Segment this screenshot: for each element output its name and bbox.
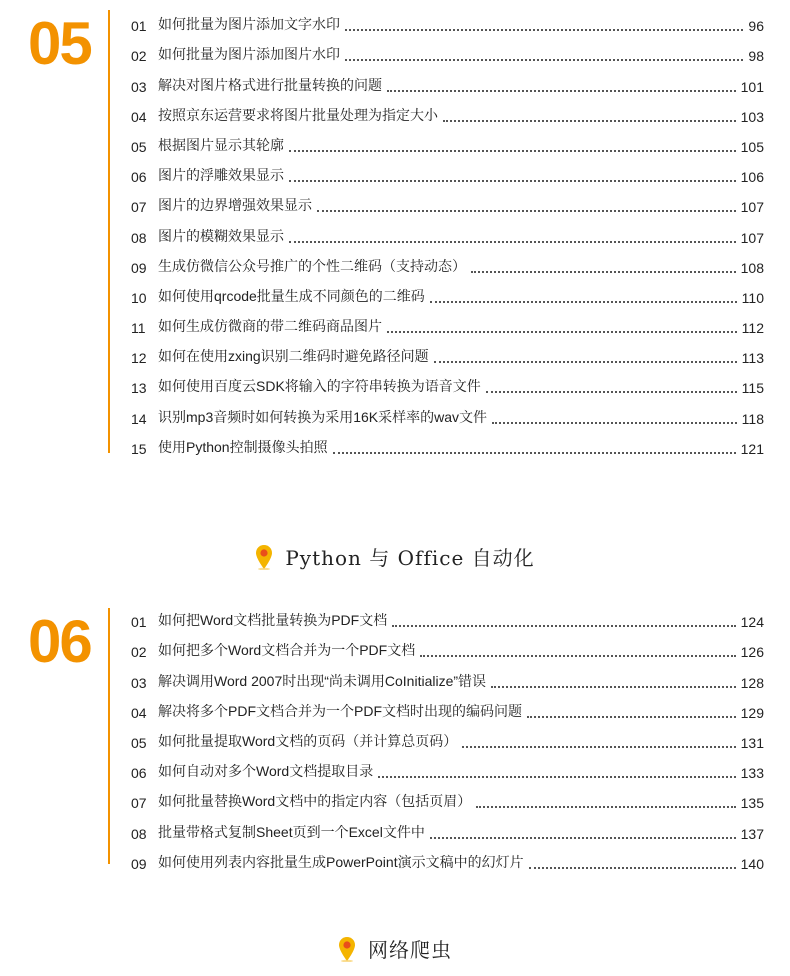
toc-entry-title: 图片的模糊效果显示 (158, 227, 284, 244)
dot-leader (471, 270, 736, 273)
toc-entry-number: 06 (131, 169, 147, 186)
toc-entry-title: 如何生成仿微商的带二维码商品图片 (158, 318, 382, 335)
toc-entry-page: 128 (740, 674, 764, 691)
toc-entry[interactable] (131, 64, 764, 94)
toc-entry-page: 133 (740, 765, 764, 782)
section-heading-crawler (0, 934, 790, 963)
toc-entry[interactable] (131, 600, 764, 630)
dot-leader (527, 715, 736, 718)
toc-entry-number: 13 (131, 380, 147, 397)
section-heading-office (0, 542, 790, 571)
toc-entry-title: 如何使用qrcode批量生成不同颜色的二维码 (158, 287, 425, 304)
toc-entry[interactable] (131, 306, 764, 336)
toc-entry-page: 108 (740, 259, 764, 276)
dot-leader (491, 685, 736, 688)
dot-leader (392, 624, 735, 627)
toc-list-chapter-06 (131, 600, 764, 872)
toc-entry[interactable] (131, 336, 764, 366)
chapter-divider (108, 10, 110, 453)
toc-entry-title: 如何自动对多个Word文档提取目录 (158, 763, 374, 780)
toc-entry[interactable] (131, 4, 764, 34)
dot-leader (462, 745, 735, 748)
toc-entry-page: 110 (741, 289, 764, 306)
dot-leader (529, 866, 736, 869)
location-pin-icon (255, 544, 273, 570)
toc-entry[interactable] (131, 751, 764, 781)
chapter-number-05: 05 (28, 10, 91, 77)
toc-entry-title: 解决调用Word 2007时出现“尚未调用CoInitialize”错误 (158, 672, 487, 689)
toc-entry[interactable] (131, 842, 764, 872)
toc-entry-title: 如何批量为图片添加图片水印 (158, 46, 340, 63)
toc-entry-number: 07 (131, 199, 147, 216)
toc-entry-page: 115 (741, 380, 764, 397)
toc-entry-title: 批量带格式复制Sheet页到一个Excel文件中 (158, 823, 425, 840)
toc-entry-page: 105 (740, 138, 764, 155)
toc-entry-title: 如何批量替换Word文档中的指定内容（包括页眉） (158, 793, 472, 810)
toc-entry-number: 08 (131, 229, 147, 246)
dot-leader (289, 149, 736, 152)
toc-entry[interactable] (131, 366, 764, 396)
dot-leader (443, 119, 736, 122)
toc-entry-title: 如何在使用zxing识别二维码时避免路径问题 (158, 348, 429, 365)
toc-entry-number: 05 (131, 138, 147, 155)
toc-entry[interactable] (131, 125, 764, 155)
toc-entry[interactable] (131, 427, 764, 457)
dot-leader (345, 58, 743, 61)
toc-entry-page: 103 (740, 108, 764, 125)
dot-leader (387, 89, 736, 92)
toc-entry-page: 124 (740, 614, 764, 631)
toc-entry-page: 101 (740, 78, 764, 95)
toc-entry-title: 图片的浮雕效果显示 (158, 167, 284, 184)
toc-entry[interactable] (131, 95, 764, 125)
toc-entry[interactable] (131, 185, 764, 215)
toc-entry-number: 03 (131, 78, 147, 95)
toc-entry-page: 106 (740, 169, 764, 186)
toc-entry-page: 96 (748, 18, 764, 35)
toc-entry-number: 01 (131, 614, 147, 631)
toc-entry-number: 07 (131, 795, 147, 812)
toc-entry-title: 如何把多个Word文档合并为一个PDF文档 (158, 642, 416, 659)
toc-entry-page: 140 (740, 855, 764, 872)
dot-leader (317, 209, 736, 212)
toc-entry-page: 121 (740, 440, 764, 457)
toc-entry[interactable] (131, 660, 764, 690)
toc-entry-page: 113 (741, 350, 764, 367)
toc-entry-title: 生成仿微信公众号推广的个性二维码（支持动态） (158, 257, 466, 274)
toc-entry-page: 129 (740, 704, 764, 721)
dot-leader (289, 179, 736, 182)
toc-entry-page: 107 (740, 229, 764, 246)
dot-leader (430, 300, 737, 303)
location-pin-icon (338, 936, 356, 962)
section-title: Python 与 Office 自动化 (285, 546, 535, 570)
toc-entry-number: 10 (131, 289, 147, 306)
toc-list-chapter-05 (131, 4, 764, 457)
toc-entry-title: 如何批量提取Word文档的页码（并计算总页码） (158, 732, 458, 749)
toc-entry-title: 如何使用百度云SDK将输入的字符串转换为语音文件 (158, 378, 481, 395)
dot-leader (476, 805, 735, 808)
toc-entry-page: 131 (740, 734, 764, 751)
dot-leader (420, 654, 735, 657)
toc-entry-number: 03 (131, 674, 147, 691)
chapter-number-06: 06 (28, 608, 91, 675)
chapter-divider (108, 608, 110, 864)
toc-entry-page: 137 (740, 825, 764, 842)
toc-entry[interactable] (131, 691, 764, 721)
toc-entry-title: 解决将多个PDF文档合并为一个PDF文档时出现的编码问题 (158, 702, 522, 719)
toc-entry-number: 09 (131, 259, 147, 276)
toc-entry-number: 05 (131, 734, 147, 751)
toc-entry-title: 按照京东运营要求将图片批量处理为指定大小 (158, 106, 438, 123)
toc-entry-page: 112 (741, 320, 764, 337)
dot-leader (486, 390, 737, 393)
toc-entry-number: 09 (131, 855, 147, 872)
toc-entry-number: 15 (131, 440, 147, 457)
toc-entry-title: 识别mp3音频时如何转换为采用16K采样率的wav文件 (158, 408, 488, 425)
dot-leader (387, 330, 737, 333)
dot-leader (333, 451, 736, 454)
toc-entry-title: 根据图片显示其轮廓 (158, 136, 284, 153)
toc-entry[interactable] (131, 215, 764, 245)
dot-leader (430, 836, 736, 839)
toc-entry[interactable] (131, 155, 764, 185)
toc-entry[interactable] (131, 34, 764, 64)
toc-entry-title: 图片的边界增强效果显示 (158, 197, 312, 214)
toc-entry-title: 解决对图片格式进行批量转换的问题 (158, 76, 382, 93)
toc-entry-number: 01 (131, 18, 147, 35)
toc-entry-number: 12 (131, 350, 147, 367)
toc-entry[interactable] (131, 721, 764, 751)
toc-entry-number: 02 (131, 48, 147, 65)
dot-leader (434, 360, 737, 363)
toc-entry-title: 使用Python控制摄像头拍照 (158, 438, 328, 455)
toc-entry[interactable] (131, 811, 764, 841)
toc-entry-title: 如何使用列表内容批量生成PowerPoint演示文稿中的幻灯片 (158, 853, 524, 870)
toc-entry-title: 如何批量为图片添加文字水印 (158, 16, 340, 33)
dot-leader (345, 28, 743, 31)
toc-entry-number: 04 (131, 704, 147, 721)
toc-entry-page: 118 (741, 410, 764, 427)
toc-entry-title: 如何把Word文档批量转换为PDF文档 (158, 612, 388, 629)
toc-entry-number: 06 (131, 765, 147, 782)
toc-entry-page: 98 (748, 48, 764, 65)
toc-entry-number: 04 (131, 108, 147, 125)
toc-entry[interactable] (131, 630, 764, 660)
toc-entry-page: 135 (740, 795, 764, 812)
section-title: 网络爬虫 (368, 938, 452, 962)
toc-entry[interactable] (131, 781, 764, 811)
toc-entry-page: 126 (740, 644, 764, 661)
dot-leader (378, 775, 735, 778)
toc-entry-number: 02 (131, 644, 147, 661)
toc-entry[interactable] (131, 246, 764, 276)
dot-leader (289, 240, 736, 243)
toc-entry-page: 107 (740, 199, 764, 216)
toc-entry[interactable] (131, 276, 764, 306)
toc-entry-number: 14 (131, 410, 147, 427)
dot-leader (492, 421, 737, 424)
toc-entry-number: 11 (131, 320, 146, 337)
toc-entry-number: 08 (131, 825, 147, 842)
toc-entry[interactable] (131, 396, 764, 426)
